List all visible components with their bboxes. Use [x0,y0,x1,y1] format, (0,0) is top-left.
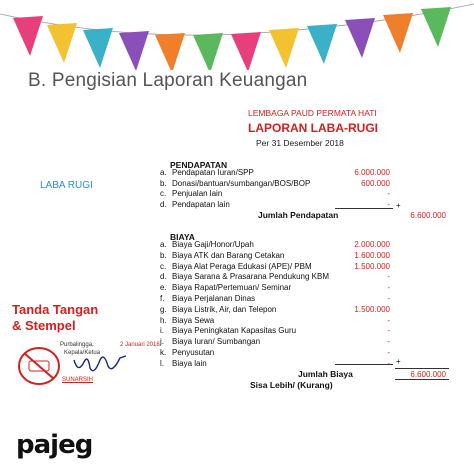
row-letter: k. [160,348,167,357]
table-row: d. Biaya Sarana & Prasarana Pendukung KBM - [160,272,390,282]
row-label: Biaya lain [172,358,207,368]
row-letter: l. [160,358,164,368]
sign-role: Kepala/Ketua [64,350,101,356]
bunting-flag [119,31,149,70]
income-sum-line [335,208,393,209]
stamp-icon [14,345,64,387]
bunting-flag [47,23,77,63]
income-total-value: 6.600.000 [410,211,446,220]
row-label: Biaya Peningkatan Kapasitas Guru [172,326,297,336]
row-label: Pendapatan lain [172,199,230,209]
signer-name: SUNARSIH [62,377,94,383]
row-label: Penyusutan [172,348,215,357]
row-letter: h. [160,315,167,325]
row-letter: e. [160,283,167,293]
table-row: c. Penjualan lain - [160,189,390,198]
table-row: i. Biaya Peningkatan Kapasitas Guru - [160,326,390,336]
brand-logo: pajeg [16,430,93,460]
row-letter: b. [160,250,167,260]
row-label: Biaya Listrik, Air, dan Telepon [172,304,277,314]
bunting-flag [421,7,451,47]
section-title: B. Pengisian Laporan Keuangan [28,70,308,91]
row-label: Biaya Gaji/Honor/Upah [172,240,254,249]
expense-sum-line [335,364,393,365]
table-row: b. Biaya ATK dan Barang Cetakan 1.600.000 [160,250,390,260]
row-letter: d. [160,199,167,209]
row-letter: a. [160,240,167,249]
income-total-label: Jumlah Pendapatan [258,210,339,220]
bunting-flag [345,18,375,58]
expense-total-value: 6.600.000 [410,370,446,379]
row-label: Biaya ATK dan Barang Cetakan [172,250,285,260]
row-label: Pendapatan Iuran/SPP [172,168,254,177]
table-row: g. Biaya Listrik, Air, dan Telepon 1.500.000 [160,304,390,314]
row-letter: c. [160,189,167,198]
bunting-flag [383,13,413,53]
bunting-flag [83,28,113,68]
signature-heading-2: & Stempel [12,318,76,333]
row-letter: g. [160,304,167,314]
row-letter: f. [160,294,165,303]
row-label: Penjualan lain [172,189,223,198]
table-row: e. Biaya Rapat/Pertemuan/ Seminar - [160,283,390,293]
income-heading: PENDAPATAN [170,160,228,170]
row-label: Biaya Sewa [172,315,215,325]
signature-icon [70,352,130,378]
expense-heading: BIAYA [170,232,195,242]
row-label: Donasi/bantuan/sumbangan/BOS/BOP [172,178,311,188]
row-label: Biaya Perjalanan Dinas [172,294,256,303]
bunting-decoration [0,0,474,70]
row-label: Biaya Sarana & Prasarana Pendukung KBM [172,272,329,282]
bunting-flag [155,33,185,70]
side-label: LABA RUGI [40,180,93,191]
table-row: a. Pendapatan Iuran/SPP 6.000.000 [160,168,390,177]
sign-place: Purbalingga, [60,342,94,348]
bunting-flag [269,28,299,68]
signature-heading-1: Tanda Tangan [12,302,99,317]
row-label: Biaya Iuran/ Sumbangan [172,337,261,347]
row-label: Biaya Alat Peraga Edukasi (APE)/ PBM [172,261,312,271]
total-underline [395,379,449,380]
table-row: l. Biaya lain - [160,358,390,368]
table-row: f. Biaya Perjalanan Dinas - [160,294,390,303]
bunting-flag [13,16,43,56]
table-row: a. Biaya Gaji/Honor/Upah 2.000.000 [160,240,390,249]
report-date: Per 31 Desember 2018 [256,138,344,148]
row-letter: b. [160,178,167,188]
surplus-label: Sisa Lebih/ (Kurang) [250,380,333,390]
sign-date: 2 Januari 2018 [120,342,160,348]
total-line [395,368,449,369]
income-plus: + [396,201,401,210]
table-row: h. Biaya Sewa - [160,315,390,325]
expense-plus: + [396,357,401,366]
expense-total-label: Jumlah Biaya [298,369,353,379]
row-letter: c. [160,261,167,271]
table-row: d. Pendapatan lain - [160,199,390,209]
table-row: k. Penyusutan - [160,348,390,357]
row-letter: j. [160,337,164,347]
row-letter: d. [160,272,167,282]
institution-name: LEMBAGA PAUD PERMATA HATI [248,108,377,118]
bunting-flag [231,32,261,70]
report-title: LAPORAN LABA-RUGI [248,121,378,135]
bunting-flag [193,33,223,70]
bunting-flag [307,24,337,64]
row-letter: i. [160,326,164,336]
table-row: j. Biaya Iuran/ Sumbangan - [160,337,390,347]
row-label: Biaya Rapat/Pertemuan/ Seminar [172,283,292,293]
row-letter: a. [160,168,167,177]
table-row: b. Donasi/bantuan/sumbangan/BOS/BOP 600.000 [160,178,390,188]
table-row: c. Biaya Alat Peraga Edukasi (APE)/ PBM 1.500.000 [160,261,390,271]
